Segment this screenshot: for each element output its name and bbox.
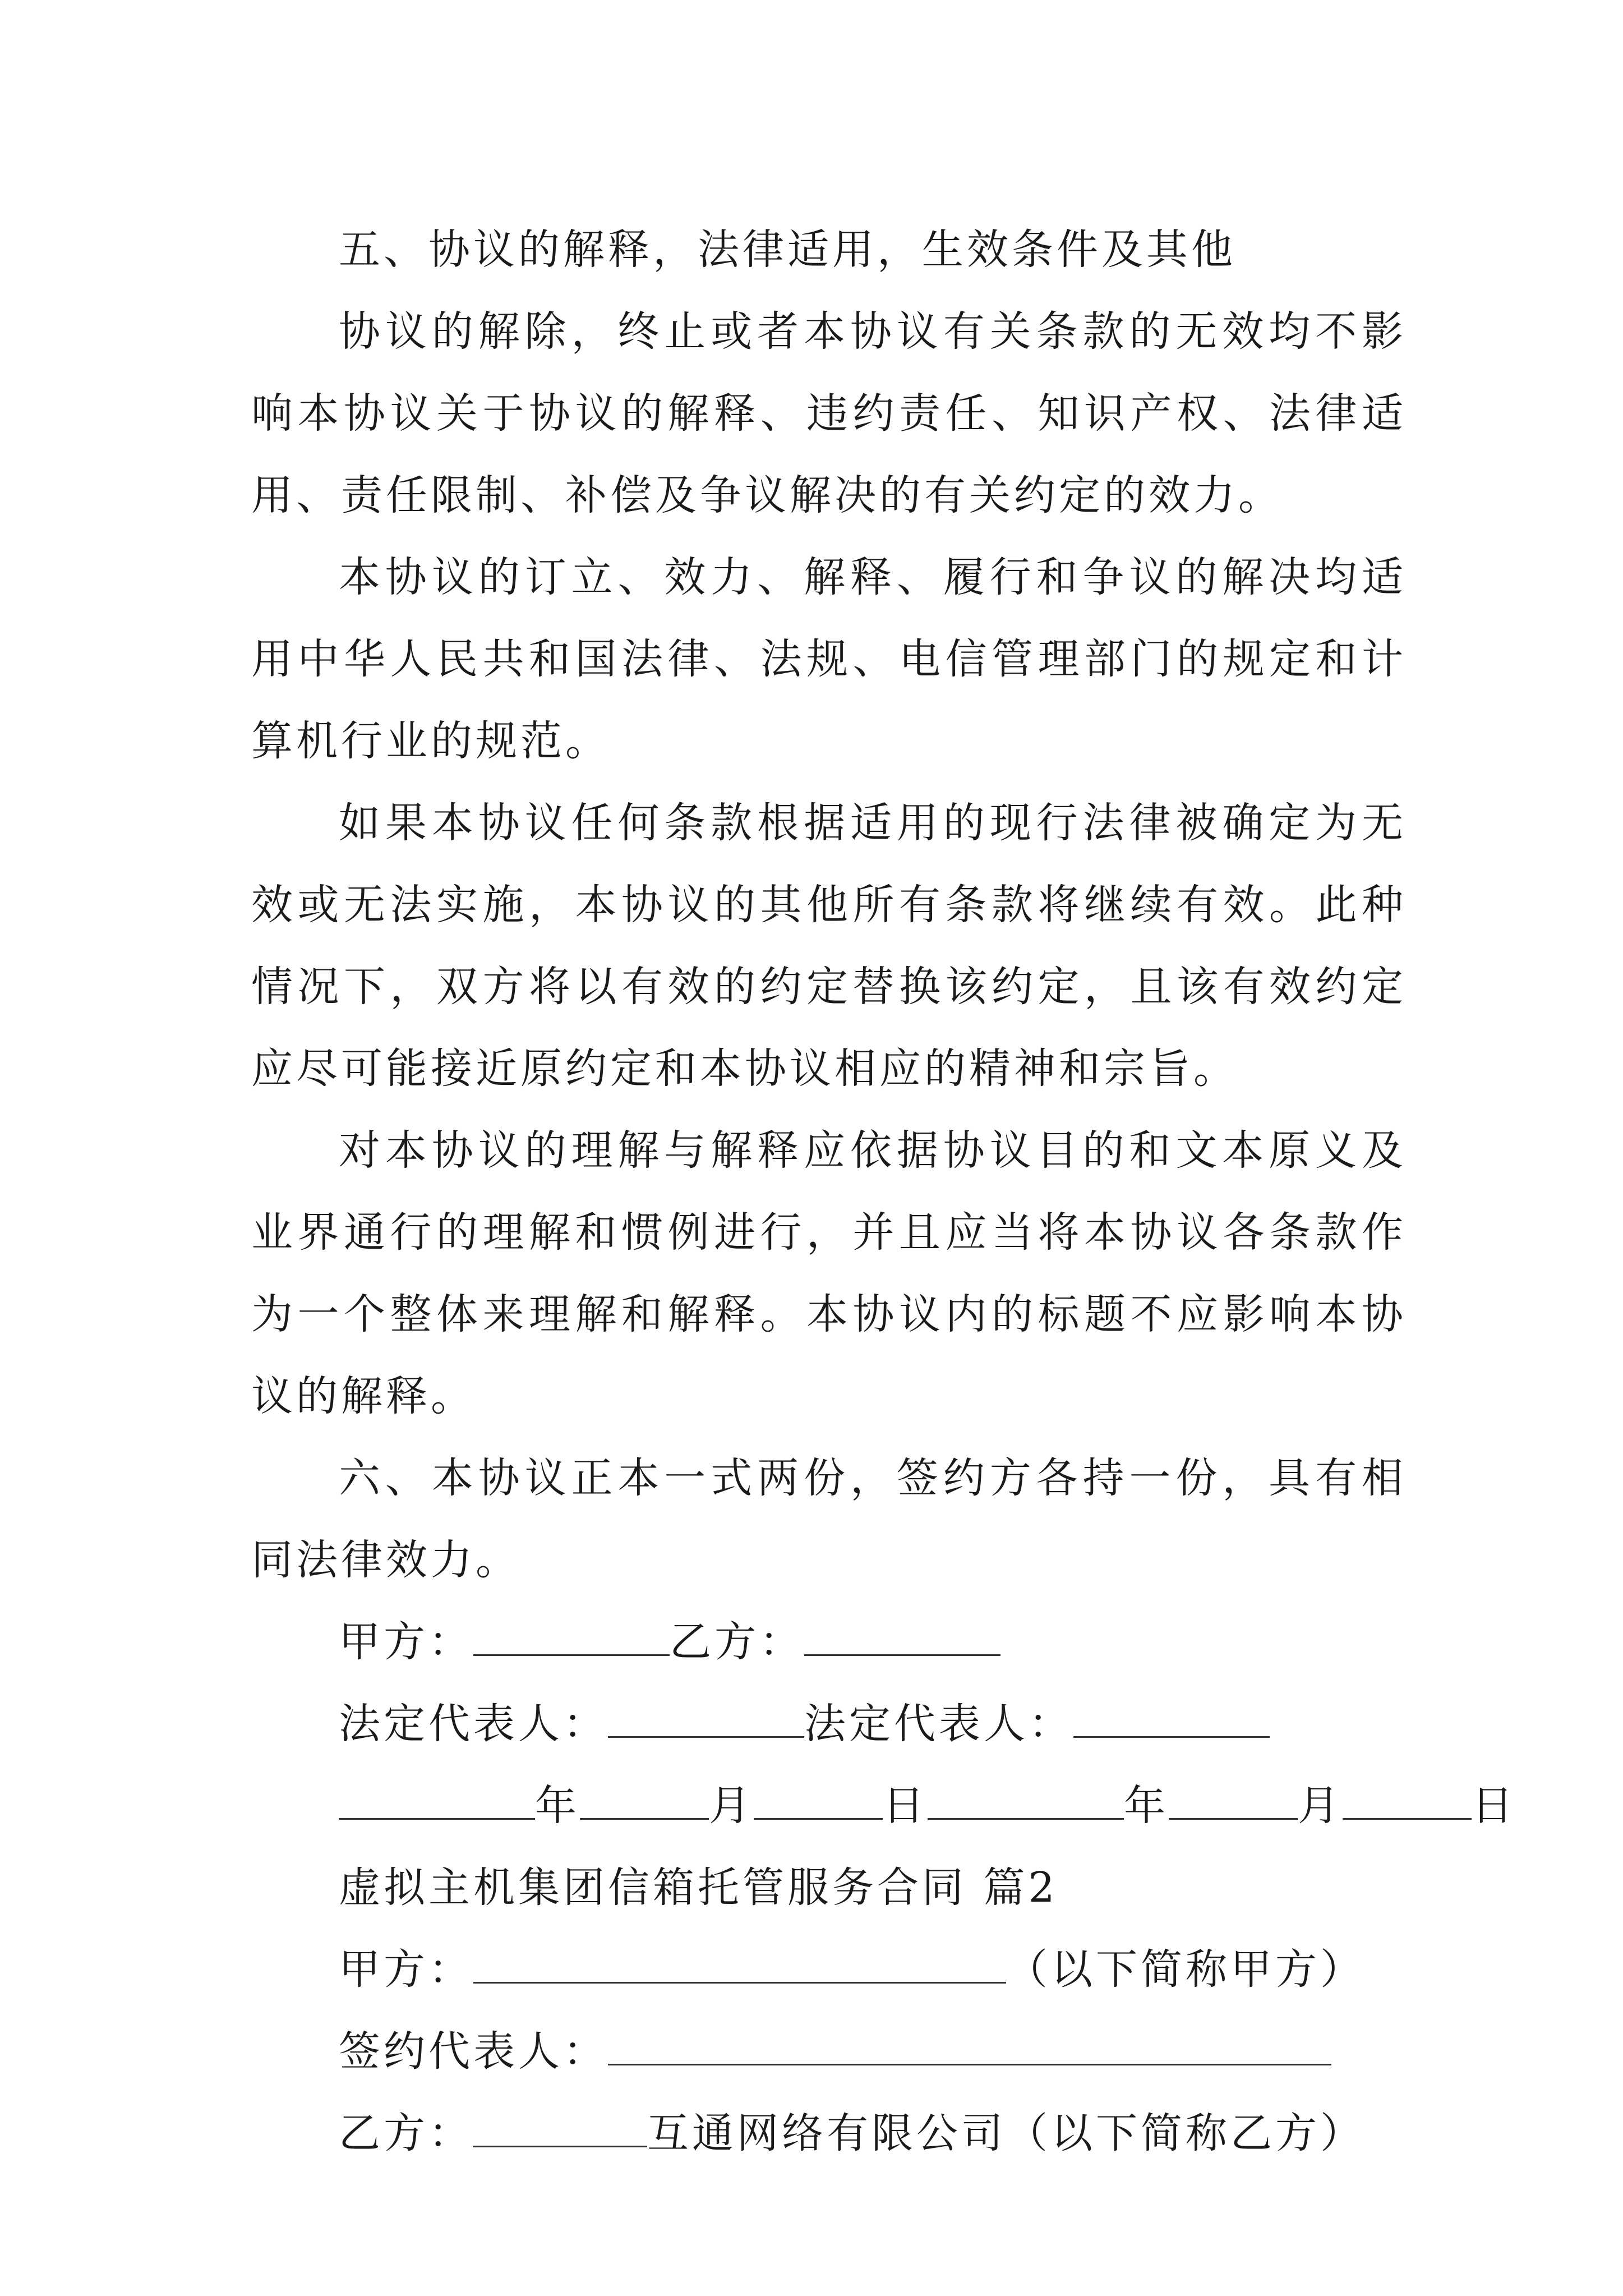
date-a-year-blank [339,1781,535,1820]
contract-2-signing-rep-line [251,2010,1407,2092]
party-b-label: 乙方： [670,1618,804,1666]
contract-2-party-a-suffix: （以下简称甲方） [1006,1945,1365,1994]
date-a-year: 年 [535,1782,580,1830]
date-a-day: 日 [883,1782,928,1830]
section-5-paragraph-1: 协议的解除，终止或者本协议有关条款的无效均不影响本协议关于协议的解释、违约责任、知识产权、法律适用、责任限制、补偿及争议解决的有关约定的效力。 [251,307,1407,519]
contract-2-party-a-label: 甲方： [339,1945,473,1994]
legal-rep-line [251,1683,1407,1765]
contract-2-party-a-blank [473,1945,1006,1984]
section-5-paragraph-3: 如果本协议任何条款根据适用的现行法律被确定为无效或无法实施，本协议的其他所有条款将继续有效。此种情况下，双方将以有效的约定替换该约定，且该有效约定应尽可能接近原约定和本协议相应的精神和宗旨。 [251,799,1407,1093]
date-b-year: 年 [1124,1782,1169,1830]
party-signature-line [251,1601,1407,1683]
legal-rep-b-label: 法定代表人： [804,1700,1073,1748]
contract-2-party-b-blank [473,2109,647,2147]
contract-2-signing-rep-blank [608,2027,1331,2065]
document-body [251,209,1516,2174]
date-a-month-blank [580,1781,709,1820]
party-b-blank [804,1617,1000,1656]
date-line [251,1765,1516,1847]
contract-2-party-b-line [251,2092,1407,2174]
legal-rep-b-blank [1073,1699,1270,1738]
section-6-paragraph: 六、本协议正本一式两份，签约方各持一份，具有相同法律效力。 [251,1454,1407,1584]
contract-2-party-a-line [251,1929,1407,2010]
date-b-day-blank [1343,1781,1472,1820]
date-b-month: 月 [1298,1782,1343,1830]
date-a-day-blank [754,1781,883,1820]
contract-2-signing-rep-label: 签约代表人： [339,2027,608,2076]
section-5-paragraph-2: 本协议的订立、效力、解释、履行和争议的解决均适用中华人民共和国法律、法规、电信管理部门的规定和计算机行业的规范。 [251,553,1407,765]
legal-rep-a-blank [608,1699,804,1738]
section-5-heading: 五、协议的解释，法律适用，生效条件及其他 [339,226,1236,274]
section-5-paragraph-4: 对本协议的理解与解释应依据协议目的和文本原义及业界通行的理解和惯例进行，并且应当将本协议各条款作为一个整体来理解和解释。本协议内的标题不应影响本协议的解释。 [251,1126,1407,1420]
date-b-month-blank [1169,1781,1298,1820]
date-b-day: 日 [1472,1782,1516,1830]
party-a-blank [473,1617,670,1656]
date-b-year-blank [928,1781,1124,1820]
contract-2-party-b-suffix: 互通网络有限公司（以下简称乙方） [647,2109,1365,2157]
date-a-month: 月 [709,1782,754,1830]
contract-2-party-b-label: 乙方： [339,2109,473,2157]
party-a-label: 甲方： [339,1618,473,1666]
legal-rep-a-label: 法定代表人： [339,1700,608,1748]
contract-2-title: 虚拟主机集团信箱托管服务合同 篇2 [339,1864,1058,1912]
